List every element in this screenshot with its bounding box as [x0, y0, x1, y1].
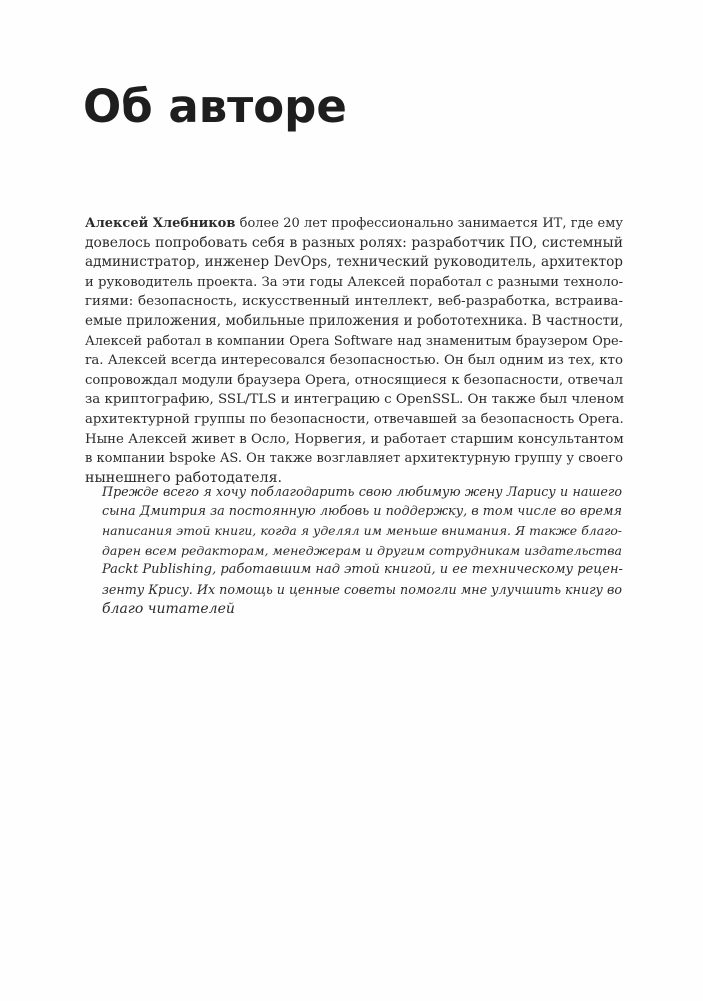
bio-line: гиями: безопасность, искусственный интеллект, веб-разработка, встраива- [85, 294, 623, 310]
ack-line: Packt Publishing, работавшим над этой книгой, и ее техническому рецен- [102, 562, 623, 578]
bio-line: довелось попробовать себя в разных ролях: разработчик ПО, системный [85, 234, 623, 251]
ack-line: сына Дмитрия за постоянную любовь и поддержку, в том числе во время [102, 503, 622, 519]
bio-line: емые приложения, мобильные приложения и робототехника. В частности, [85, 312, 624, 329]
acknowledgment [102, 482, 622, 619]
ack-line: дарен всем редакторам, менеджерам и другим сотрудникам издательства [102, 542, 622, 558]
page-title: Об авторе [83, 80, 347, 133]
bio-line: и руководитель проекта. За эти годы Алексей поработал с разными техноло- [85, 274, 623, 290]
author-name: Алексей Хлебников [85, 216, 236, 231]
bio-line: за криптографию, SSL/TLS и интеграцию с OpenSSL. Он также был членом [85, 392, 625, 408]
bio-line: архитектурной группы по безопасности, отвечавшей за безопасность Opera. [85, 411, 624, 427]
bio-line: в компании bspoke AS. Он также возглавляет архитектурную группу у своего [85, 451, 623, 467]
author-bio [85, 214, 623, 488]
bio-line: ra. Алексей всегда интересовался безопасностью. Он был одним из тех, кто [85, 353, 623, 369]
ack-line: Прежде всего я хочу поблагодарить свою любимую жену Ларису и нашего [102, 484, 622, 499]
bio-line: Алексей работал в компании Opera Software над знаменитым браузером Ope- [85, 333, 623, 349]
bio-line: администратор, инженер DevOps, технический руководитель, архитектор [85, 254, 623, 271]
ack-line: зенту Крису. Их помощь и ценные советы помогли мне улучшить книгу во [102, 581, 622, 597]
ack-line: благо читателей [102, 600, 235, 617]
bio-line: сопровождал модули браузера Opera, относящиеся к безопасности, отвечал [85, 372, 623, 388]
bio-line: Ныне Алексей живет в Осло, Норвегия, и работает старшим консультантом [85, 431, 624, 447]
bio-line: Алексей Хлебников более 20 лет профессионально занимается ИТ, где ему [85, 216, 623, 231]
bio-line: нынешнего работодателя. [85, 469, 283, 486]
ack-line: написания этой книги, когда я уделял им меньше внимания. Я также благо- [102, 523, 622, 539]
